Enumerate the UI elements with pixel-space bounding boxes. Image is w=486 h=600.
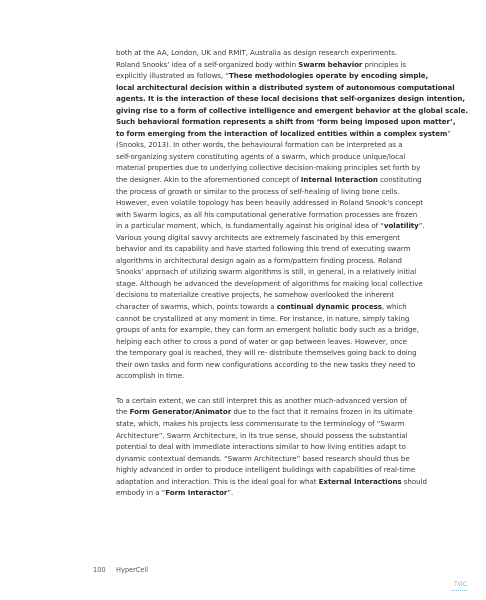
paragraph-1 <box>116 47 468 382</box>
text-run: However, even volatile topology has been heavily addressed in Roland Snook’s concept <box>116 198 423 208</box>
text-run: explicitly illustrated as follows, “ <box>116 71 229 81</box>
bold-text-run: continual dynamic process <box>276 302 382 312</box>
text-run: self-organizing system constituting agents of a swarm, which produce unique/local <box>116 151 406 161</box>
text-line <box>116 209 416 221</box>
bold-text-run: Such behavioral formation represents a shift from ‘form being imposed upon matter’, <box>116 117 456 127</box>
text-line <box>116 301 416 313</box>
text-run: embody in a “ <box>116 488 166 498</box>
text-line <box>116 487 416 499</box>
text-line <box>116 128 451 140</box>
text-run: ”. <box>418 221 425 231</box>
text-line <box>116 406 416 418</box>
text-run: Architecture”. Swarm Architecture, in its true sense, should possess the substantial <box>116 430 408 440</box>
bold-text-run: agents. It is the interaction of these local decisions that self-organizes design intention, <box>116 94 466 104</box>
text-line <box>116 116 456 128</box>
text-run: Roland Snooks’ idea of a self-organized body within <box>116 59 299 69</box>
text-line <box>116 232 416 244</box>
text-run: decisions to materialize creative projects, he somehow overlooked the inherent <box>116 290 394 300</box>
text-line <box>116 476 427 488</box>
text-line <box>116 174 422 186</box>
text-run: Various young digital savvy architects are extremely fascinated by this emergent <box>116 232 400 242</box>
text-line <box>116 105 468 117</box>
text-run: dynamic contextual demands. “Swarm Architecture” based research should thus be <box>116 453 410 463</box>
text-line <box>116 255 416 267</box>
bold-text-run: Form Interactor <box>165 488 228 498</box>
bold-text-run: to form emerging from the interaction of localized entities within a complex system <box>116 128 448 138</box>
text-run: in a particular moment, which, is fundamentally against his original idea of “ <box>116 221 384 231</box>
text-line <box>116 289 416 301</box>
text-line <box>116 266 416 278</box>
text-line <box>116 59 416 71</box>
text-run: algorithms in architectural design again as a form/pattern finding process. Roland <box>116 255 402 265</box>
text-run: should <box>401 476 427 486</box>
text-run: constituting <box>377 175 422 185</box>
text-line <box>116 395 416 407</box>
text-line <box>116 47 416 59</box>
paragraph-2 <box>116 395 427 499</box>
text-line <box>116 313 416 325</box>
text-line <box>116 93 466 105</box>
bold-text-run: Form Generator/Animator <box>129 407 232 417</box>
text-run: their own tasks and form new configurations according to the new tasks they need to <box>116 359 416 369</box>
text-run: both at the AA, London, UK and RMIT, Australia as design research experiments. <box>116 48 397 57</box>
text-run: To a certain extent, we can still interpret this as another much-advanced version of <box>116 395 407 405</box>
text-run: the designer. Akin to the aforementioned concept of <box>116 175 301 185</box>
text-run: the temporary goal is reached, they will re- distribute themselves going back to doing <box>116 348 417 358</box>
text-run: the <box>116 407 130 417</box>
text-line <box>116 430 416 442</box>
bold-text-run: giving rise to a form of collective intelligence and emergent behavior at the global scale. <box>116 105 468 115</box>
page-number: 100 <box>93 566 106 574</box>
text-run: behavior and its capability and have started following this trend of executing swarm <box>116 244 411 254</box>
text-run: highly advanced in order to produce intelligent buildings with capabilities of real-time <box>116 465 416 475</box>
text-line <box>116 151 416 163</box>
text-line <box>116 197 423 209</box>
text-line <box>116 324 419 336</box>
text-line <box>116 162 421 174</box>
text-line <box>116 243 416 255</box>
text-run: cannot be crystallized at any moment in time. For instance, in nature, simply taking <box>116 313 410 323</box>
text-run: adaptation and interaction. This is the ideal goal for what <box>116 476 319 486</box>
text-run: due to the fact that it remains frozen in its ultimate <box>231 407 413 417</box>
toc-link-underline <box>452 590 467 591</box>
text-run: , which <box>381 302 407 312</box>
bold-text-run: volatility <box>383 221 419 231</box>
text-line <box>116 70 429 82</box>
body-text-column <box>116 47 468 499</box>
text-run: accomplish in time. <box>116 371 185 381</box>
text-run: character of swarms, which, points towards a <box>116 302 277 312</box>
text-run: ”. <box>227 488 234 498</box>
bold-text-run: Internal Interaction <box>300 175 378 185</box>
text-line <box>116 453 416 465</box>
text-line <box>116 418 416 430</box>
text-line <box>116 347 416 359</box>
text-run: material properties due to underlying collective decision-making principles set forth by <box>116 163 421 173</box>
text-run: the process of growth or similar to the process of self-healing of living bone cells. <box>116 186 400 196</box>
text-run: ” <box>447 128 451 138</box>
bold-text-run: Swarm behavior <box>298 59 363 69</box>
text-line <box>116 441 416 453</box>
running-footer-title: HyperCell <box>116 566 149 574</box>
text-run: Snooks’ approach of utilizing swarm algorithms is still, in general, in a relatively initial <box>116 267 417 277</box>
text-line <box>116 359 416 371</box>
toc-link[interactable]: TOC <box>454 581 468 588</box>
bold-text-run: local architectural decision within a distributed system of autonomous computational <box>116 82 455 92</box>
text-line <box>116 278 423 290</box>
text-line <box>116 186 416 198</box>
bold-text-run: External Interactions <box>318 476 402 486</box>
text-run: (Snooks, 2013). In other words, the behavioural formation can be interpreted as a <box>116 140 403 150</box>
text-line <box>116 139 416 151</box>
text-line <box>116 336 416 348</box>
text-line <box>116 220 425 232</box>
text-line <box>116 464 416 476</box>
text-run: potential to deal with immediate interactions similar to how living entities adapt to <box>116 442 406 452</box>
text-run: helping each other to cross a pond of water or gap between leaves. However, once <box>116 336 407 346</box>
text-run: groups of ants for example, they can form an emergent holistic body such as a bridge, <box>116 325 419 335</box>
text-run: principles is <box>362 59 406 69</box>
text-line <box>116 82 455 94</box>
text-run: with Swarm logics, as all his computational generative formation processes are frozen <box>116 209 418 219</box>
text-line <box>116 370 416 382</box>
text-run: state, which, makes his projects less commensurate to the terminology of “Swarm <box>116 418 405 428</box>
bold-text-run: These methodologies operate by encoding simple, <box>228 71 429 81</box>
text-run: stage. Although he advanced the development of algorithms for making local collective <box>116 278 423 288</box>
